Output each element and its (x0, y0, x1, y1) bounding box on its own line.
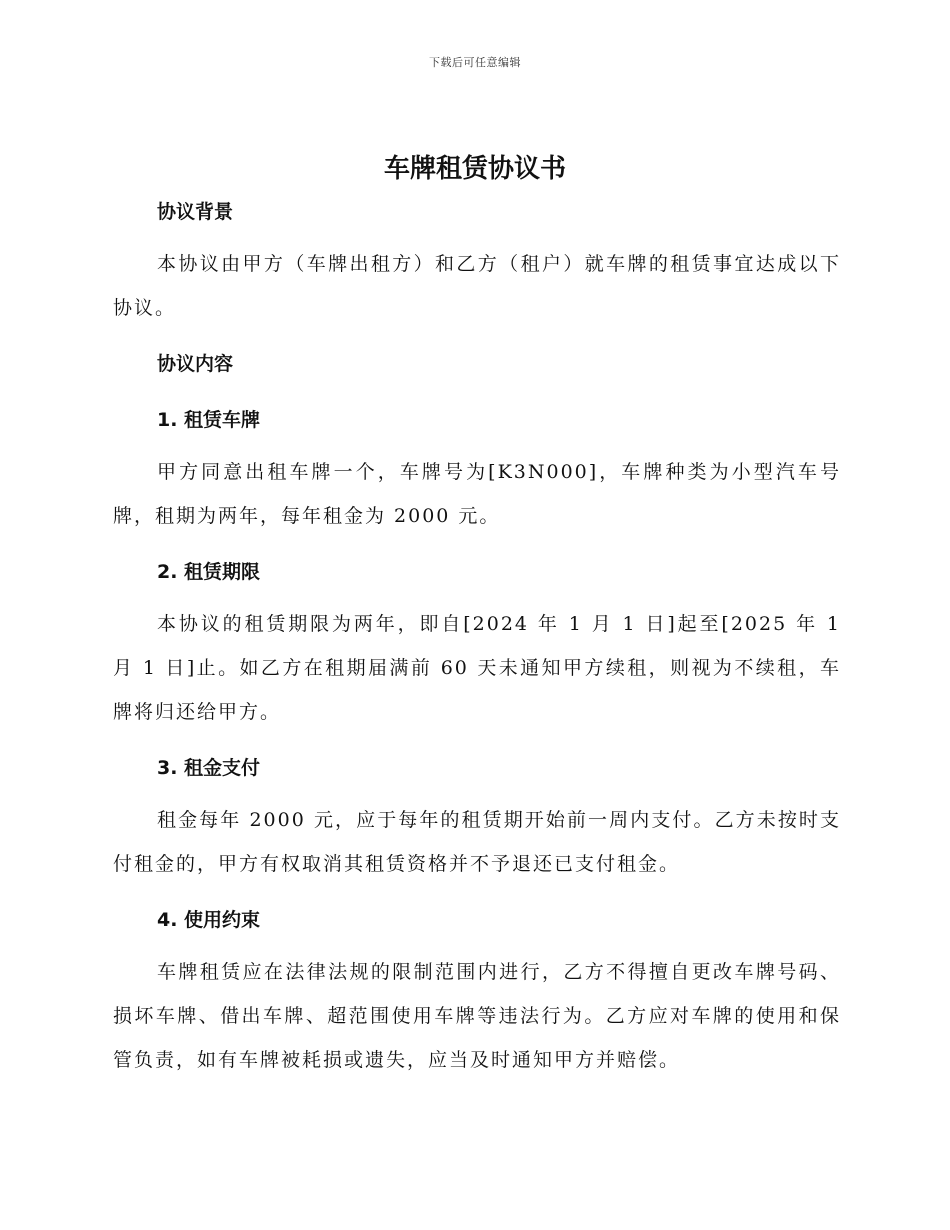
section-heading-background: 协议背景 (157, 201, 234, 223)
section-text-background: 本协议由甲方（车牌出租方）和乙方（租户）就车牌的租赁事宜达成以下协议。 (113, 253, 841, 319)
section-heading-2: 2. 租赁期限 (157, 561, 261, 583)
section-text-4: 车牌租赁应在法律法规的限制范围内进行，乙方不得擅自更改车牌号码、损坏车牌、借出车牌、超范围使用车牌等违法行为。乙方应对车牌的使用和保管负责，如有车牌被耗损或遗失，应当及时通知甲方并赔偿。 (113, 961, 841, 1071)
document-title: 车牌租赁协议书 (383, 154, 566, 184)
section-text-1: 甲方同意出租车牌一个，车牌号为[K3N000]，车牌种类为小型汽车号牌，租期为两年，每年租金为 2000 元。 (113, 461, 841, 527)
section-heading-3: 3. 租金支付 (157, 757, 261, 779)
section-text-2: 本协议的租赁期限为两年，即自[2024 年 1 月 1 日]起至[2025 年 1 月 1 日]止。如乙方在租期届满前 60 天未通知甲方续租，则视为不续租，车牌将归还给甲方。 (113, 613, 841, 723)
section-heading-1: 1. 租赁车牌 (157, 409, 261, 431)
header-note: 下载后可任意编辑 (429, 56, 521, 69)
section-text-3: 租金每年 2000 元，应于每年的租赁期开始前一周内支付。乙方未按时支付租金的，甲方有权取消其租赁资格并不予退还已支付租金。 (113, 809, 841, 875)
document-body (113, 190, 841, 1082)
section-heading-4: 4. 使用约束 (157, 909, 261, 931)
section-heading-content: 协议内容 (157, 353, 234, 375)
